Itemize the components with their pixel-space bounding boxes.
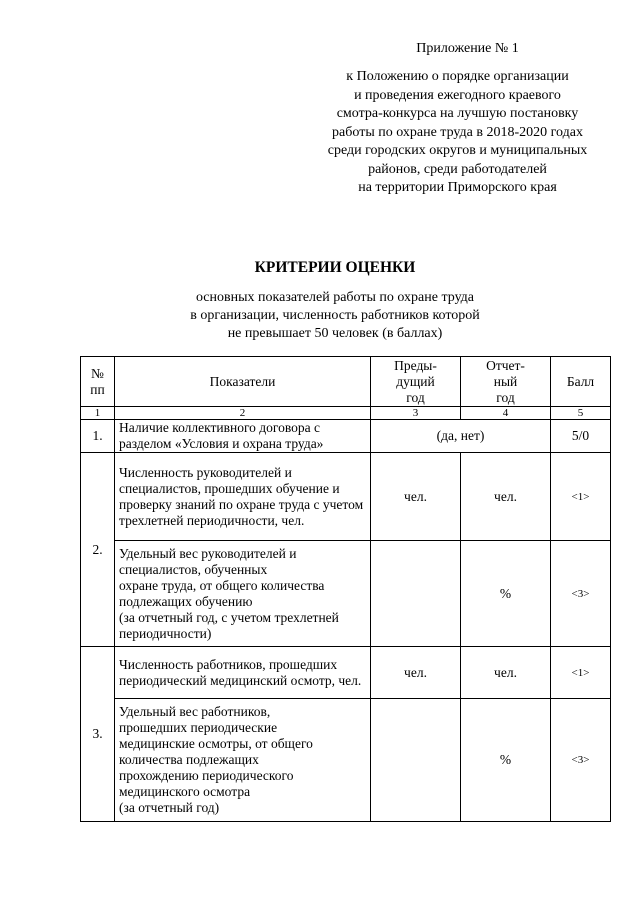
appendix-line: работы по охране труда в 2018-2020 годах [332,124,583,140]
subtitle-line: основных показателей работы по охране труда [195,290,475,305]
reporting-year-value: % [461,541,551,647]
previous-year-value: чел. [371,453,461,541]
appendix-line: к Положению о порядке организации [346,69,569,84]
column-number: 3 [371,407,461,420]
appendix-line: на территории Приморского края [358,180,557,195]
column-number: 4 [461,407,551,420]
score-value: <3> [551,541,611,647]
row-number: 1. [81,420,115,453]
table-header-row [81,357,611,407]
appendix-title: Приложение № 1 [416,41,519,56]
subtitle-line: в организации, численность работников которой [190,308,480,323]
header-reporting-year: Отчет- ный год [461,357,551,407]
score-value: <1> [551,647,611,699]
appendix-line: и проведения ежегодного краевого [354,87,561,103]
appendix-line: смотра-конкурса на лучшую постановку [336,106,579,121]
indicator-text: Численность руководителей и специалистов, прошедших обучение и проверку знаний по охране труда с учетом трехлетней периодичности, чел. [115,453,371,541]
score-value: <1> [551,453,611,541]
reporting-year-value: % [461,699,551,822]
appendix-reference [305,68,610,198]
table-row [81,541,611,647]
header-previous-year: Преды- дущий год [371,357,461,407]
column-number: 1 [81,407,115,420]
score-value: 5/0 [551,420,611,453]
column-number: 2 [115,407,371,420]
document-subtitle [0,289,640,343]
previous-year-value: чел. [371,647,461,699]
previous-year-value [371,699,461,822]
reporting-year-value: чел. [461,647,551,699]
previous-year-value [371,541,461,647]
subtitle-line: не превышает 50 человек (в баллах) [227,326,443,341]
appendix-line: среди городских округов и муниципальных [327,143,588,158]
indicator-text: Численность работников, прошедших периодический медицинский осмотр, чел. [115,647,371,699]
column-number-row [81,407,611,420]
appendix-line: районов, среди работодателей [368,161,547,177]
indicator-text: Удельный вес работников, прошедших периодические медицинские осмотры, от общего количества подлежащих прохождению периодического медицинского осмотра (за отчетный год) [115,699,371,822]
table-row [81,453,611,541]
score-value: <3> [551,699,611,822]
row-number: 2. [81,453,115,647]
header-score: Балл [551,357,611,407]
table-row [81,647,611,699]
table-row [81,699,611,822]
criteria-table [80,356,611,822]
merged-value: (да, нет) [371,420,551,453]
indicator-text: Наличие коллективного договора с разделом «Условия и охрана труда» [115,420,371,453]
column-number: 5 [551,407,611,420]
document-title: КРИТЕРИИ ОЦЕНКИ [254,259,416,276]
row-number: 3. [81,647,115,822]
table-row [81,420,611,453]
reporting-year-value: чел. [461,453,551,541]
header-number: № пп [81,357,115,407]
header-indicators: Показатели [115,357,371,407]
indicator-text: Удельный вес руководителей и специалистов, обученных охране труда, от общего количества подлежащих обучению (за отчетный год, с учетом трехлетней периодичности) [115,541,371,647]
